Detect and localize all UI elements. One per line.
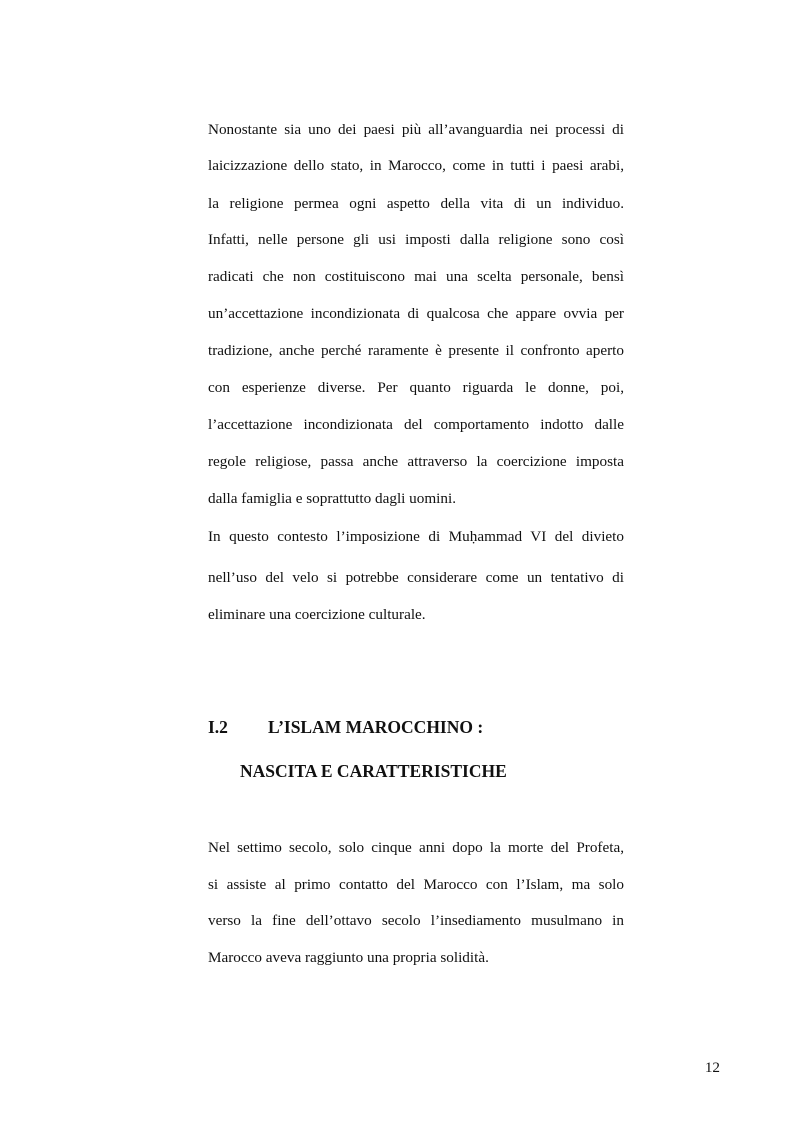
text-line: eliminare una coercizione culturale. bbox=[208, 606, 426, 623]
text-line: Infatti, nelle persone gli usi imposti dalla religione sono così bbox=[208, 231, 624, 248]
text-line: Marocco aveva raggiunto una propria solidità. bbox=[208, 949, 489, 966]
text-line: la religione permea ogni aspetto della vita di un individuo. bbox=[208, 195, 624, 212]
text-line: nell’uso del velo si potrebbe considerare come un tentativo di bbox=[208, 569, 624, 586]
page-number: 12 bbox=[704, 1059, 720, 1076]
text-line: Nel settimo secolo, solo cinque anni dopo la morte del Profeta, bbox=[208, 839, 624, 856]
text-line: tradizione, anche perché raramente è presente il confronto aperto bbox=[208, 342, 624, 359]
text-line: In questo contesto l’imposizione di Muḥammad VI del divieto bbox=[208, 528, 624, 545]
section-title-line-2: NASCITA E CARATTERISTICHE bbox=[240, 761, 507, 781]
section-number: I.2 bbox=[208, 717, 228, 737]
text-line: un’accettazione incondizionata di qualcosa che appare ovvia per bbox=[208, 305, 624, 322]
text-line: dalla famiglia e soprattutto dagli uomini. bbox=[208, 490, 457, 507]
section-title-line-1: L’ISLAM MAROCCHINO : bbox=[268, 717, 484, 737]
text-line: regole religiose, passa anche attraverso la coercizione imposta bbox=[208, 453, 624, 470]
text-line: si assiste al primo contatto del Marocco con l’Islam, ma solo bbox=[208, 876, 624, 893]
text-line: Nonostante sia uno dei paesi più all’avanguardia nei processi di bbox=[208, 121, 624, 138]
text-line: con esperienze diverse. Per quanto riguarda le donne, poi, bbox=[208, 379, 624, 396]
text-line: verso la fine dell’ottavo secolo l’insediamento musulmano in bbox=[208, 912, 624, 929]
text-line: radicati che non costituiscono mai una scelta personale, bensì bbox=[208, 268, 624, 285]
text-line: laicizzazione dello stato, in Marocco, come in tutti i paesi arabi, bbox=[208, 157, 624, 174]
text-line: l’accettazione incondizionata del comportamento indotto dalle bbox=[208, 416, 624, 433]
